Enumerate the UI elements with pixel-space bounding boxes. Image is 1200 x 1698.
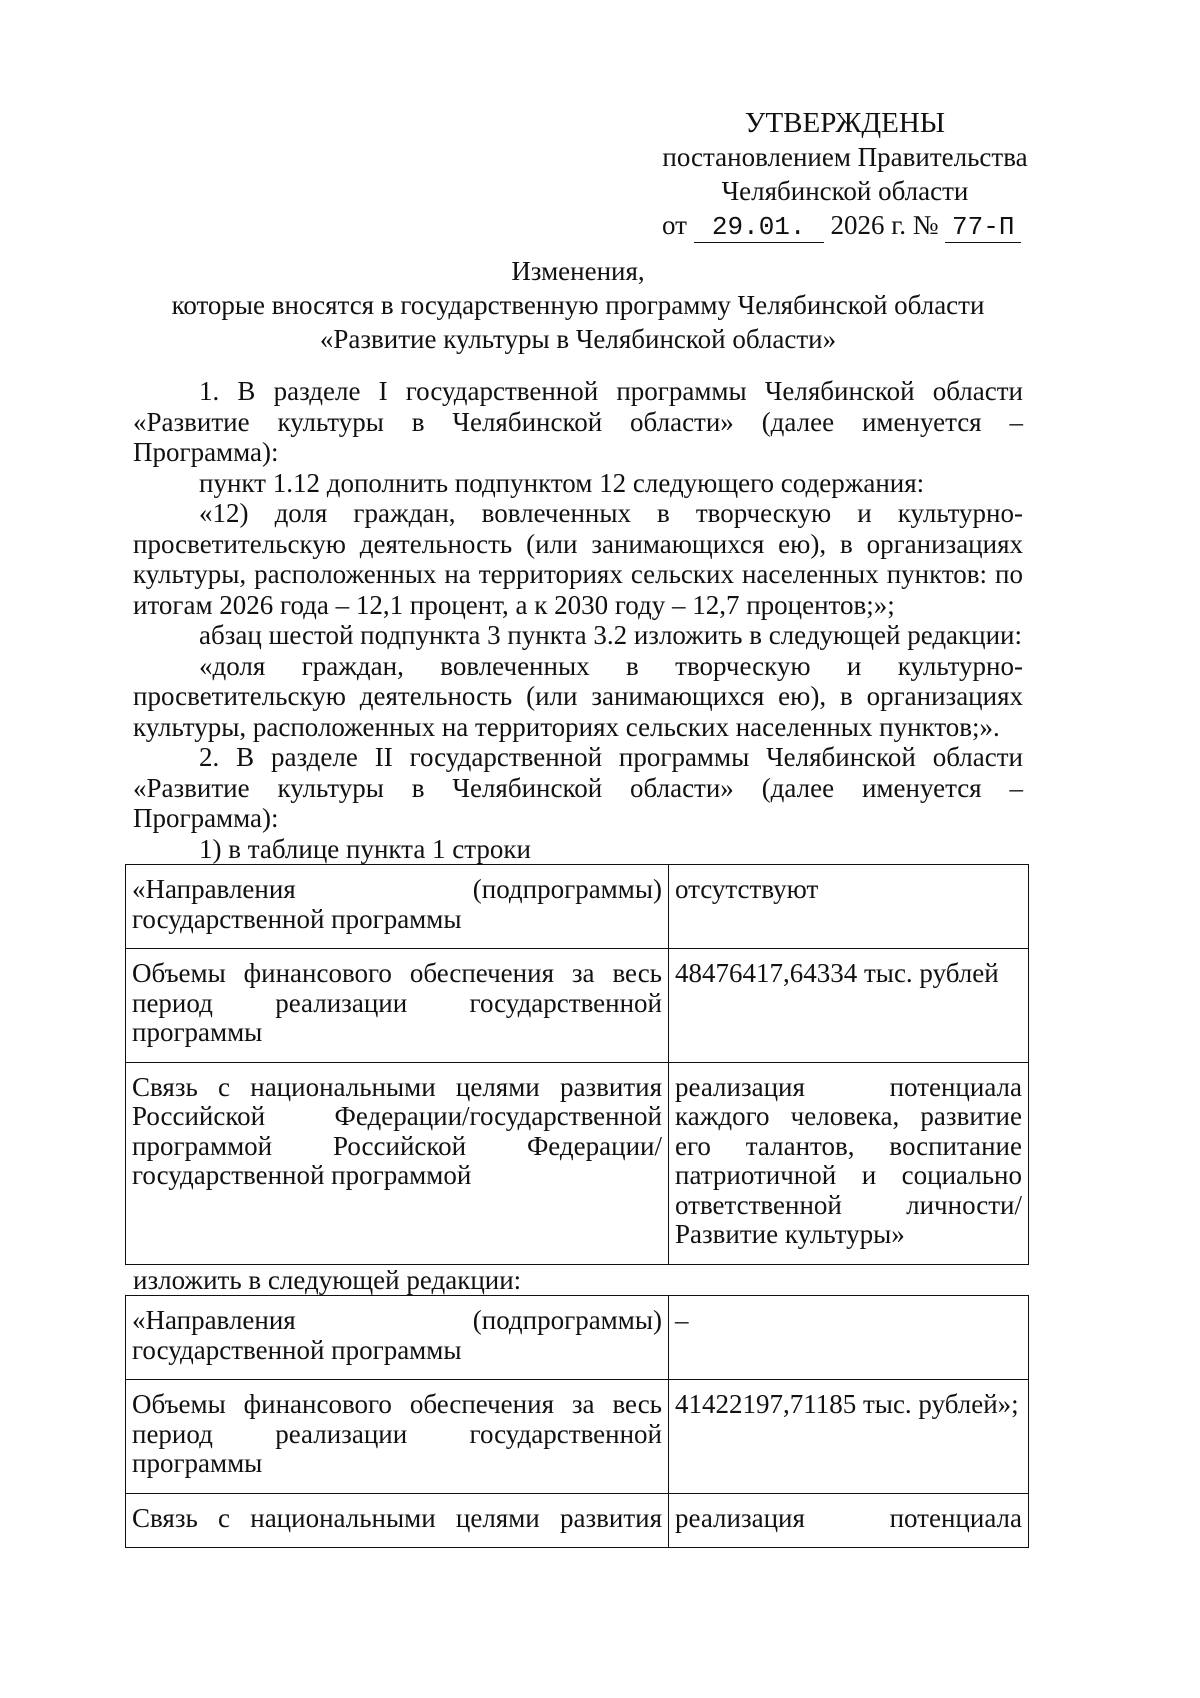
date-year: 2026 г. № — [830, 210, 939, 240]
between-tables-text: изложить в следующей редакции: — [133, 1264, 522, 1295]
approval-line-1: постановлением Правительства — [662, 142, 1028, 172]
section2-paragraph-2: 1) в таблице пункта 1 строки — [199, 833, 531, 864]
table-new-rows — [125, 1295, 1029, 1548]
table-cell-value: 41422197,71185 тыс. рублей»; — [669, 1380, 1029, 1494]
section1-paragraph-5: «доля граждан, вовлеченных в творческую и культурно-просветительскую деятельность (или занимающихся ею), в организациях культуры, расположенных на территориях сельских населенных пунктов;». — [133, 650, 1023, 742]
title-line-2: которые вносятся в государственную программу Челябинской области — [171, 290, 985, 320]
table-row — [126, 1493, 1029, 1548]
title-line-3: «Развитие культуры в Челябинской области» — [319, 324, 837, 354]
section1-paragraph-4: абзац шестой подпункта 3 пункта 3.2 изложить в следующей редакции: — [199, 620, 1023, 650]
table-cell-value — [669, 1493, 1029, 1548]
table-row — [126, 1380, 1029, 1494]
table-cell-label: Связь с национальными целями развития Российской Федерации/государственной программой Российской Федерации/государственной программой — [126, 1062, 669, 1264]
approval-date-line — [660, 208, 1030, 243]
document-body — [133, 376, 1023, 1548]
table-cell-label: «Направления (подпрограммы) государственной программы — [126, 865, 669, 949]
number-field: 77-П — [945, 212, 1021, 243]
section2-paragraph-1: 2. В разделе II государственной программы Челябинской области «Развитие культуры в Челябинской области» (далее именуется – Программа): — [133, 742, 1023, 833]
table-row — [126, 865, 1029, 949]
section1-paragraph-3: «12) доля граждан, вовлеченных в творческую и культурно-просветительскую деятельность (или занимающихся ею), в организациях культуры, расположенных на территориях сельских населенных пунктов: по итогам 2026 года – 12,1 процент, а к 2030 году – 12,7 процентов;»; — [133, 498, 1023, 620]
table-row — [126, 949, 1029, 1063]
table-cell-value: реализация потенциала каждого человека, развитие его талантов, воспитание патриотичной и социально ответственной личности/Развитие культуры» — [669, 1062, 1029, 1264]
table-old-rows — [125, 864, 1029, 1265]
table-cell-label: Связь с национальными целями развития — [126, 1493, 669, 1548]
section1-paragraph-2: пункт 1.12 дополнить подпунктом 12 следующего содержания: — [199, 467, 925, 498]
table-cell-label: Объемы финансового обеспечения за весь период реализации государственной программы — [126, 949, 669, 1063]
section1-paragraph-1: 1. В разделе I государственной программы Челябинской области «Развитие культуры в Челябинской области» (далее именуется – Программа): — [133, 376, 1023, 467]
date-prefix: от — [662, 210, 687, 240]
table-cell-value: 48476417,64334 тыс. рублей — [669, 949, 1029, 1063]
date-field: 29.01. — [694, 212, 824, 243]
table-cell-value: – — [669, 1296, 1029, 1380]
approval-line-2: Челябинской области — [721, 176, 969, 206]
table-cell-label: «Направления (подпрограммы) государственной программы — [126, 1296, 669, 1380]
table-row — [126, 1296, 1029, 1380]
value-word-1: реализация — [675, 1502, 805, 1533]
table-row — [126, 1062, 1029, 1264]
document-title — [133, 254, 1023, 356]
approval-title: УТВЕРЖДЕНЫ — [744, 107, 946, 139]
approval-stamp — [660, 106, 1030, 243]
table-cell-label: Объемы финансового обеспечения за весь период реализации государственной программы — [126, 1380, 669, 1494]
table-cell-value: отсутствуют — [669, 865, 1029, 949]
title-line-1: Изменения, — [511, 256, 645, 286]
value-word-2: потенциала — [889, 1502, 1022, 1533]
value-line — [675, 1504, 1022, 1534]
